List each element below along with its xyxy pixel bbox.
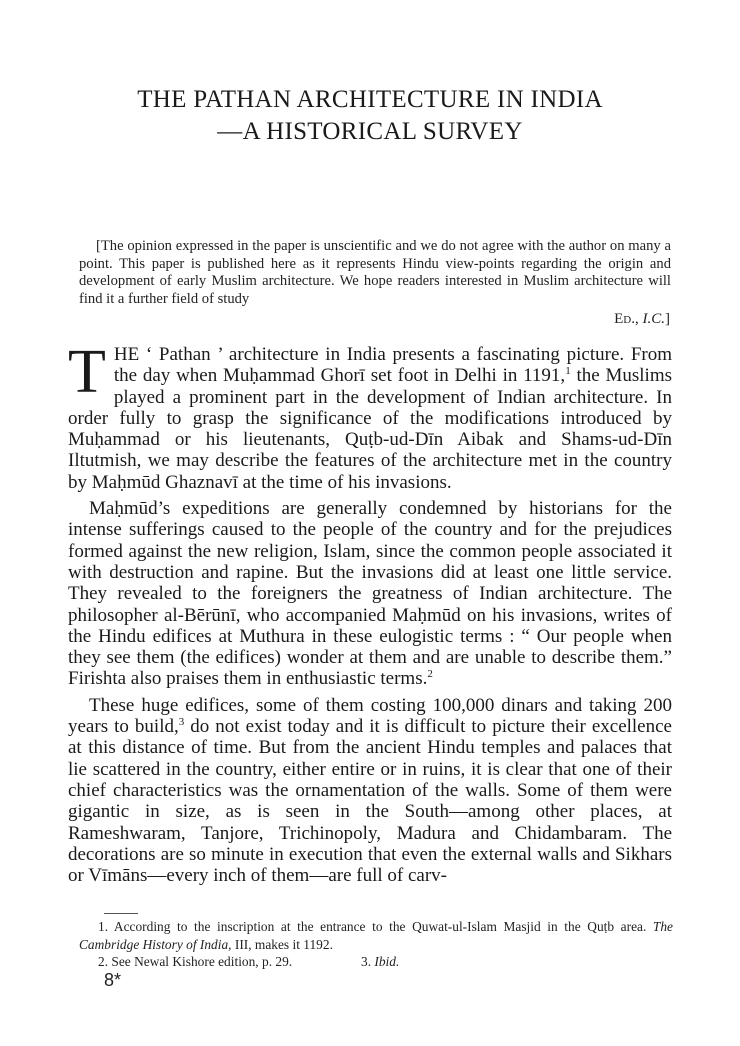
editor-signature-ed: Ed., xyxy=(614,311,639,327)
footnote-3-text: Ibid. xyxy=(374,954,400,970)
footnote-row-2-3 xyxy=(79,953,673,971)
paragraph-3-text-b: do not exist today and it is difficult to picture their excellence at this distance of time. But from the ancient Hindu temples and palaces that lie scattered in the country, either entire or in ruins, it is clear that one of their chief characteristics was the ornamentation of the walls. Some of them were gigantic in size, as is seen in the South—among other places, at Rameshwaram, Tanjore, Trichinopoly, Madura and Chidambaram. The decorations are so minute in execution that even the external walls and Sikhars or Vīmāns—every inch of them—are full of carv- xyxy=(68,716,672,887)
footnote-ref-1[interactable]: 1 xyxy=(565,365,571,378)
footnote-1-citation: The Cambridge History of India, xyxy=(79,919,673,952)
paragraph-1-text-a: HE ‘ Pathan ’ architecture in India presents a fascinating picture. From the day when Muḥammad Ghorī set foot in Delhi in 1191, xyxy=(113,344,672,387)
footnote-3 xyxy=(361,953,399,971)
footnote-3-number: 3. xyxy=(361,954,375,970)
article-body xyxy=(68,338,672,891)
paragraph-2-text: Maḥmūd’s expeditions are generally condemned by historians for the intense sufferings caused to the people of the country and for the prejudices formed against the new religion, Islam, since the common people associated it with destruction and rapine. But the invasions did at least one little service. They revealed to the foreigners the greatness of Indian architecture. The philosopher al-Bērūnī, who accompanied Maḥmūd on his invasions, writes of the Hindu edifices at Muthura in these eulogistic terms : “ Our people when they see them (the edifices) wonder at them and are unable to describe them.” Firishta also praises them in enthusiastic terms. xyxy=(68,498,672,690)
editor-signature xyxy=(614,311,670,328)
paragraph-1-text-b: the Muslims played a prominent part in the development of Indian architecture. In order fully to grasp the significance of the modifications introduced by Muḥammad or his lieutenants, Quṭb-ud-Dīn Aibak and Shams-ud-Dīn Iltutmish, we may describe the features of the architecture met in the country by Maḥmūd Ghaznavī at the time of his invasions. xyxy=(68,365,672,493)
footnote-1-tail: III, makes it 1192. xyxy=(231,936,333,952)
footnote-ref-2[interactable]: 2 xyxy=(427,668,433,681)
editor-note xyxy=(79,238,671,308)
article-title-line-2: —A HISTORICAL SURVEY xyxy=(217,117,523,145)
paragraph-1 xyxy=(68,338,672,493)
paragraph-3 xyxy=(68,695,672,887)
printer-signature-mark: 8* xyxy=(104,970,122,990)
footnote-1 xyxy=(79,918,673,953)
footnote-ref-3[interactable]: 3 xyxy=(178,716,185,729)
paragraph-3-text-a: These huge edifices, some of them costing 100,000 dinars and taking 200 years to build, xyxy=(68,694,672,738)
article-title-line-1: THE PATHAN ARCHITECTURE IN INDIA xyxy=(137,85,603,113)
footnote-2: 2. See Newal Kishore edition, p. 29. xyxy=(98,954,293,970)
footnote-1-text: 1. According to the inscription at the entrance to the Quwat-ul-Islam Masjid in the Quṭb area. xyxy=(98,919,653,934)
editor-signature-journal: I.C. xyxy=(642,311,665,327)
footnotes xyxy=(79,918,673,971)
editor-note-text: [The opinion expressed in the paper is unscientific and we do not agree with the author on many a point. This paper is published here as it represents Hindu view-points regarding the origin and development of early Muslim architecture. We hope readers interested in Muslim architecture will find it a further field of study xyxy=(79,238,671,307)
paragraph-2 xyxy=(68,498,672,690)
drop-cap: T xyxy=(68,338,106,406)
footnote-divider xyxy=(104,913,138,914)
editor-note-close-bracket: ] xyxy=(665,311,670,327)
